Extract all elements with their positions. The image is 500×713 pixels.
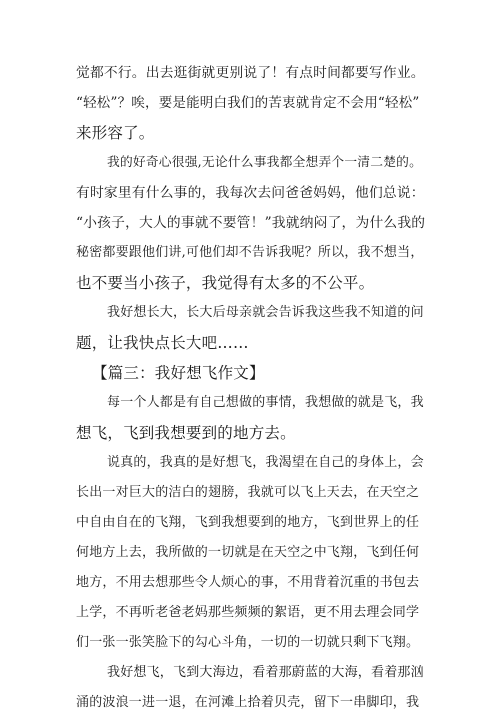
text-line: 何地方上去，我所做的一切就是在天空之中飞翔，飞到任何 (76, 545, 420, 560)
text-line: 涌的波浪一进一退，在河滩上拾着贝壳，留下一串脚印，我 (76, 695, 420, 710)
text-line: 我好想长大，长大后母亲就会告诉我这些我不知道的问 (107, 305, 424, 320)
text-line: “轻松”？唉，要是能明白我们的苦衷就肯定不会用“轻松” (76, 95, 420, 111)
text-line: 们一张一张笑脸下的勾心斗角，一切的一切就只剩下飞翔。 (76, 635, 420, 650)
text-line: 说真的，我真的是好想飞，我渴望在自己的身体上，会 (107, 455, 424, 470)
text-line: 来形容了。 (76, 124, 155, 142)
text-line: 题，让我快点长大吧…… (76, 334, 249, 352)
section-heading: 【篇三：我好想飞作文】 (92, 364, 265, 382)
text-line: 长出一对巨大的洁白的翅膀，我就可以飞上天去，在天空之 (76, 485, 420, 500)
text-line: 上学，不再听老爸老妈那些频频的絮语，更不用去理会同学 (76, 605, 420, 620)
text-line: 也不要当小孩子，我觉得有太多的不公平。 (76, 274, 375, 292)
text-line: 想飞，飞到我想要到的地方去。 (76, 424, 296, 442)
text-line: 我好想飞，飞到大海边，看着那蔚蓝的大海，看着那汹 (107, 665, 424, 680)
text-line: 秘密都要跟他们讲,可他们却不告诉我呢？所以，我不想当， (76, 245, 424, 260)
text-line: 我的好奇心很强,无论什么事我都全想弄个一清二楚的。 (107, 155, 423, 170)
text-line: 觉都不行。出去逛街就更别说了！有点时间都要写作业。 (76, 65, 425, 81)
text-line: 有时家里有什么事的，我每次去问爸爸妈妈，他们总说： (76, 185, 425, 201)
text-line: 中自由自在的飞翔，飞到我想要到的地方，飞到世界上的任 (76, 515, 420, 530)
text-line: “小孩子，大人的事就不要管！”我就纳闷了，为什么我的 (76, 215, 426, 231)
text-line: 地方，不用去想那些令人烦心的事，不用背着沉重的书包去 (76, 575, 420, 590)
text-line: 每一个人都是有自己想做的事情，我想做的就是飞，我 (107, 395, 424, 410)
